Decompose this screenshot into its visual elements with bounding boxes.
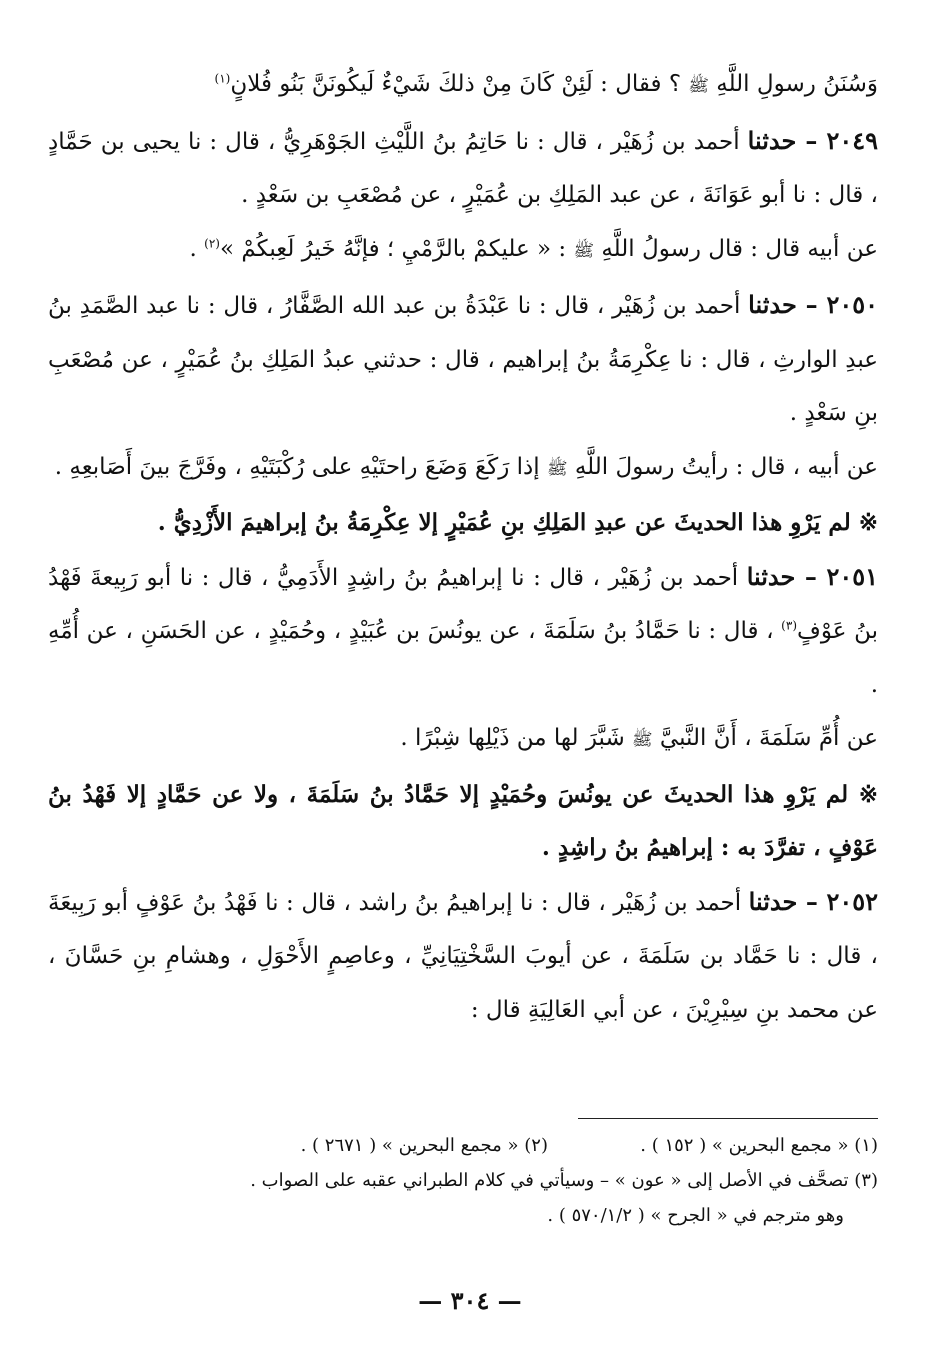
isnad-text: أحمد بن زُهَيْر ، قال : نا إبراهيمُ بنُ راشِدٍ الأَدَمِيُّ ، قال : نا أبو رَبِيعةَ فَهْدُ بنُ عَوْفٍ bbox=[48, 564, 878, 644]
footnote-1: (١) « مجمع البحرين » ( ١٥٢ ) . bbox=[640, 1135, 878, 1156]
text-segment: عن أبيه قال : قال رسولُ اللَّهِ bbox=[594, 235, 878, 262]
hadith-2051-isnad bbox=[48, 550, 878, 713]
hadith-number: ٢٠٥١ – حدثنا bbox=[746, 561, 878, 591]
page-body bbox=[48, 58, 878, 1037]
text-segment: شَبَّرَ لها من ذَيْلِها شِبْرًا . bbox=[400, 725, 633, 751]
hadith-2049-matn bbox=[48, 223, 878, 279]
footnote-divider bbox=[578, 1118, 878, 1119]
text-segment: إذا رَكَعَ وَضَعَ راحتَيْهِ على رُكْبَتَيْهِ ، وفَرَّجَ بينَ أَصَابعِهِ . bbox=[54, 453, 547, 480]
text-segment: عن أبيه ، قال : رأيتُ رسولَ اللَّهِ bbox=[567, 453, 878, 480]
honorific-glyph: ﷺ bbox=[688, 76, 709, 96]
commentary-text: ※ لم يَرْوِ هذا الحديثَ عن عبدِ المَلِكِ بنِ عُمَيْرٍ إلا عِكْرِمَةُ بنُ إبراهيمَ الأَزْدِيُّ . bbox=[157, 509, 878, 536]
text-segment: : « عليكمْ بالرَّمْيِ ؛ فإنَّهُ خَيرُ لَعِبكُمْ » bbox=[219, 235, 574, 262]
footnote-ref-1[interactable]: (١) bbox=[214, 71, 231, 86]
hadith-2049-isnad bbox=[48, 114, 878, 223]
hadith-2050-isnad bbox=[48, 278, 878, 441]
hadith-2052-isnad bbox=[48, 875, 878, 1038]
footnote-ref-3[interactable]: (٣) bbox=[781, 618, 797, 633]
isnad-text: ، قال : نا حَمَّادُ بنُ سَلَمَةَ ، عن يونُسَ بن عُبَيْدٍ ، وحُمَيْدٍ ، عن الحَسَنِ ، عن أُمِّهِ . bbox=[48, 618, 878, 698]
footnote-row bbox=[48, 1128, 878, 1163]
honorific-glyph: ﷺ bbox=[573, 240, 595, 261]
honorific-glyph: ﷺ bbox=[546, 458, 568, 479]
honorific-glyph: ﷺ bbox=[632, 730, 653, 750]
footnote-3-continuation: وهو مترجم في « الجرح » ( ٥٧٠/١/٢ ) . bbox=[547, 1205, 844, 1226]
isnad-text: أحمد بن زُهَيْر ، قال : نا حَاتِمُ بنُ اللَّيْثِ الجَوْهَرِيُّ ، قال : نا يحيى بن حَمَّادٍ ، قال : نا أبو عَوَانَةَ ، عن عبد المَلِكِ بن عُمَيْرٍ ، عن مُصْعَبِ بن سَعْدٍ . bbox=[48, 128, 878, 208]
hadith-number: ٢٠٤٩ – حدثنا bbox=[747, 125, 878, 155]
text-segment: عن أُمِّ سَلَمَةَ ، أَنَّ النَّبيَّ bbox=[652, 725, 878, 751]
page-number: — ٣٠٤ — bbox=[418, 1286, 522, 1315]
hadith-2051-note bbox=[48, 768, 878, 875]
isnad-text: أحمد بن زُهَيْر ، قال : نا إبراهيمُ بنُ راشد ، قال : نا فَهْدُ بنُ عَوْفٍ أبو رَبِيعَةَ ، قال : نا حَمَّاد بن سَلَمَةَ ، عن أيوبَ السَّخْتِيَانِيِّ ، وعاصِمٍ الأَحْوَلِ ، وهشامِ بنِ حَسَّانَ ، عن محمد بنِ سِيْرِيْنَ ، عن أبي العَالِيَةِ قال : bbox=[48, 889, 878, 1023]
hadith-2051-matn bbox=[48, 712, 878, 768]
paragraph-continuation bbox=[48, 58, 878, 114]
footnote-3: (٣) تصحَّف في الأصل إلى « عون » – وسيأتي في كلام الطبراني عقبه على الصواب . bbox=[250, 1170, 878, 1191]
hadith-2050-note bbox=[48, 496, 878, 550]
hadith-number: ٢٠٥٠ – حدثنا bbox=[748, 290, 878, 319]
hadith-number: ٢٠٥٢ – حدثنا bbox=[748, 886, 878, 916]
footnotes bbox=[48, 1128, 878, 1233]
hadith-2050-matn bbox=[48, 441, 878, 497]
commentary-text: ※ لم يَرْوِ هذا الحديثَ عن يونُسَ وحُمَيْدٍ إلا حَمَّادُ بنُ سَلَمَةَ ، ولا عن حَمَّادٍ إلا فَهْدُ بنُ عَوْفٍ ، تفرَّدَ به : إبراهيمُ بنُ راشِدٍ . bbox=[48, 780, 878, 861]
text-segment: . bbox=[189, 235, 205, 262]
footnote-2: (٢) « مجمع البحرين » ( ٢٦٧١ ) . bbox=[300, 1135, 548, 1156]
isnad-text: أحمد بن زُهَيْر ، قال : نا عَبْدَةُ بن عبد الله الصَّفَّارُ ، قال : نا عبد الصَّمَدِ بنُ عبدِ الوارثِ ، قال : نا عِكْرِمَةُ بنُ إبراهيم ، قال : حدثني عبدُ المَلِكِ بنُ عُمَيْرٍ ، عن مُصْعَبِ بنِ سَعْدٍ . bbox=[48, 293, 878, 426]
footnote-ref-2[interactable]: (٢) bbox=[204, 235, 220, 250]
text-segment: ؟ فقال : لَئِنْ كَانَ مِنْ ذلكَ شَيْءٌ لَيكُونَنَّ بَنُو فُلانٍ bbox=[230, 71, 689, 97]
text-segment: وَسُنَنُ رسولِ اللَّهِ bbox=[708, 71, 878, 97]
